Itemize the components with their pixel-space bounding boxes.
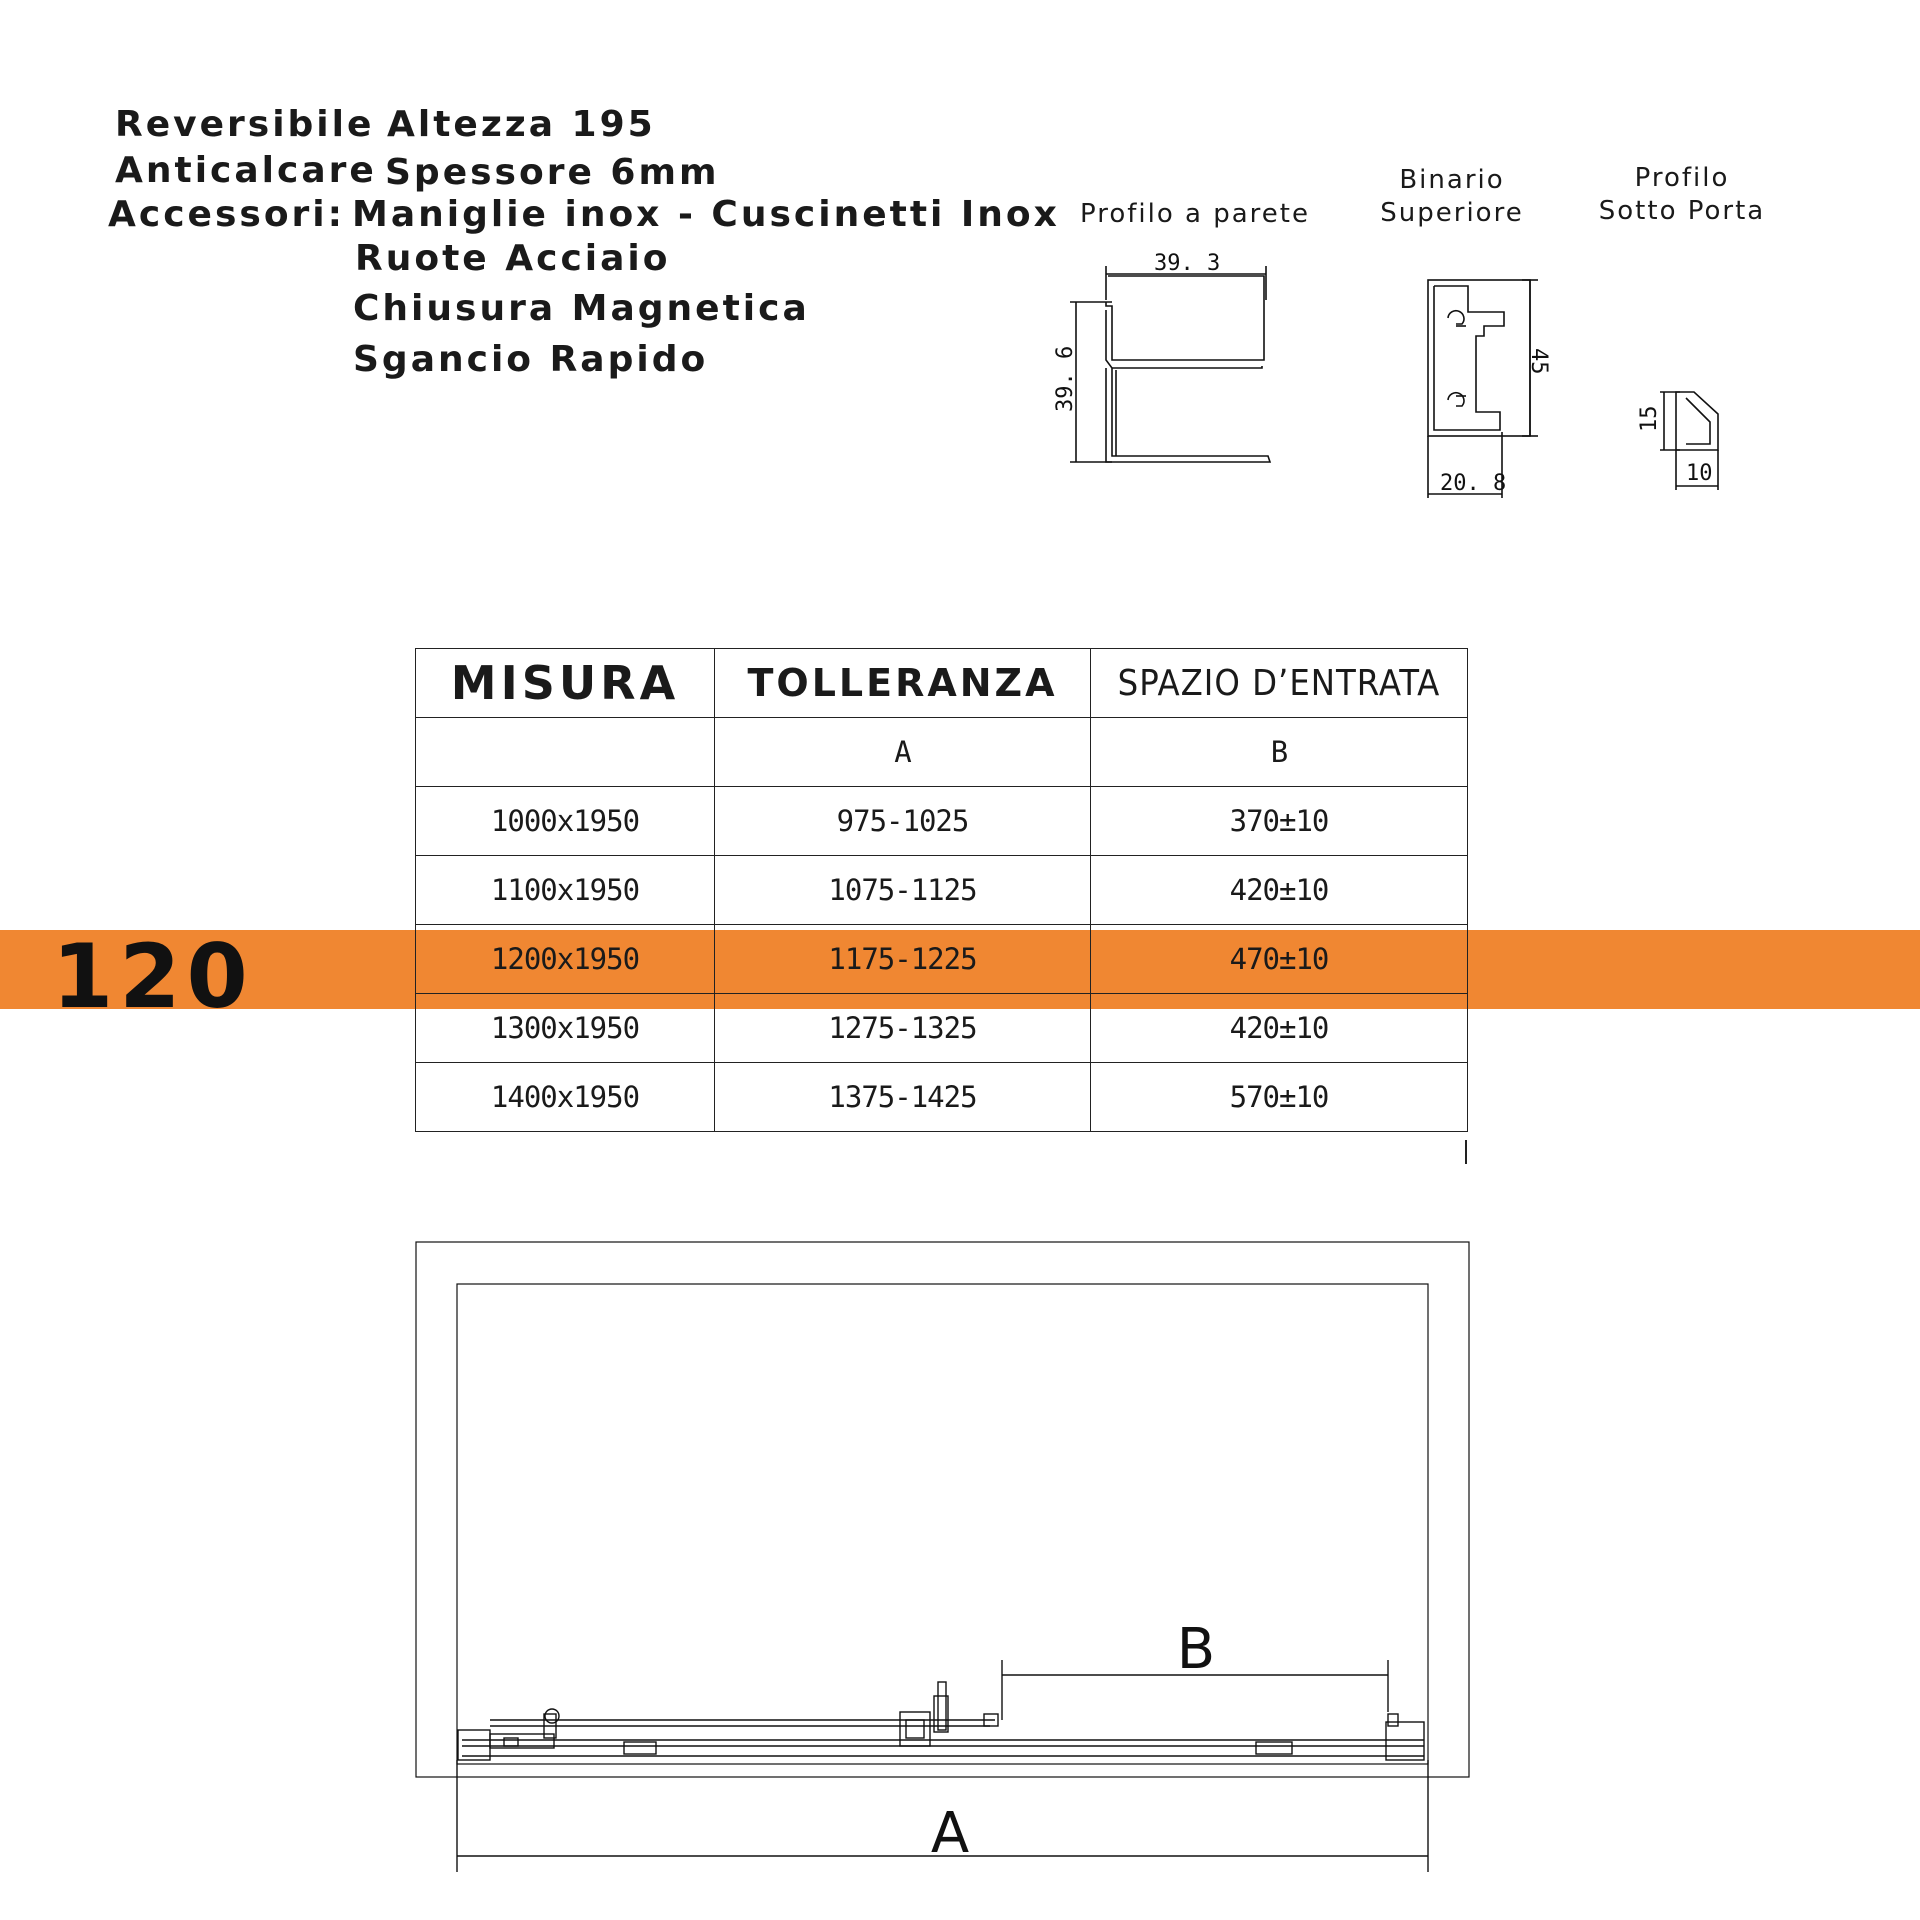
header-misura: MISURA xyxy=(416,649,715,718)
table-cell: 1100x1950 xyxy=(416,856,715,925)
dimension-b-label: B xyxy=(1176,1617,1216,1682)
sliding-door-assembly xyxy=(458,1682,1424,1760)
spec-accessori-item: Sgancio Rapido xyxy=(353,339,709,380)
header-spazio-entrata: SPAZIO D’ENTRATA xyxy=(1091,649,1468,718)
table-cell: 1275-1325 xyxy=(715,994,1091,1063)
table-cell: 1300x1950 xyxy=(416,994,715,1063)
table-row xyxy=(416,856,1468,925)
table-cell: 370±10 xyxy=(1091,787,1468,856)
header-tolleranza: TOLLERANZA xyxy=(715,649,1091,718)
profile-binario-height: 45 xyxy=(1526,348,1551,375)
subheader-cell xyxy=(416,718,715,787)
spec-altezza: Altezza 195 xyxy=(387,104,656,145)
table-cell: 975-1025 xyxy=(715,787,1091,856)
subheader-cell: A xyxy=(715,718,1091,787)
table-row xyxy=(416,994,1468,1063)
profile-sotto-porta-label xyxy=(1592,162,1772,228)
table-row xyxy=(416,787,1468,856)
dimension-a-label: A xyxy=(930,1801,970,1866)
table-cell: 1000x1950 xyxy=(416,787,715,856)
table-row-highlighted xyxy=(416,925,1468,994)
table-subheader-row xyxy=(416,718,1468,787)
table-tail-line xyxy=(1465,1140,1467,1164)
profile-binario-width: 20. 8 xyxy=(1440,471,1507,496)
profile-binario-label-line2: Superiore xyxy=(1380,198,1524,228)
table-cell: 1075-1125 xyxy=(715,856,1091,925)
profile-parete-width: 39. 3 xyxy=(1154,251,1221,276)
spec-accessori-item: Maniglie inox - Cuscinetti Inox xyxy=(352,194,1060,235)
table-cell: 420±10 xyxy=(1091,856,1468,925)
profile-binario-label xyxy=(1378,164,1526,230)
subheader-cell: B xyxy=(1091,718,1468,787)
profile-parete-height: 39. 6 xyxy=(1053,345,1078,412)
profile-binario-label-line1: Binario xyxy=(1399,165,1505,195)
spec-accessori-item: Ruote Acciaio xyxy=(355,238,671,279)
spec-reversibile: Reversibile xyxy=(115,104,375,145)
profile-sotto-porta-label-line2: Sotto Porta xyxy=(1598,196,1766,226)
profile-sotto-porta-height: 15 xyxy=(1637,405,1662,432)
table-row xyxy=(416,1063,1468,1132)
spec-accessori-item: Chiusura Magnetica xyxy=(353,288,810,329)
table-cell: 1375-1425 xyxy=(715,1063,1091,1132)
profile-sotto-porta-label-line1: Profilo xyxy=(1634,163,1730,193)
table-cell: 1175-1225 xyxy=(715,925,1091,994)
spec-accessori-label: Accessori: xyxy=(108,194,346,235)
profile-parete-label: Profilo a parete xyxy=(1080,199,1310,229)
table-cell: 420±10 xyxy=(1091,994,1468,1063)
size-table xyxy=(415,648,1468,1132)
spec-anticalcare: Anticalcare xyxy=(115,150,377,191)
band-label: 120 xyxy=(52,925,254,1028)
table-cell: 470±10 xyxy=(1091,925,1468,994)
profile-sotto-porta-width: 10 xyxy=(1686,461,1713,486)
table-cell: 570±10 xyxy=(1091,1063,1468,1132)
spec-spessore: Spessore 6mm xyxy=(385,152,720,193)
table-header-row xyxy=(416,649,1468,718)
table-cell: 1200x1950 xyxy=(416,925,715,994)
table-cell: 1400x1950 xyxy=(416,1063,715,1132)
